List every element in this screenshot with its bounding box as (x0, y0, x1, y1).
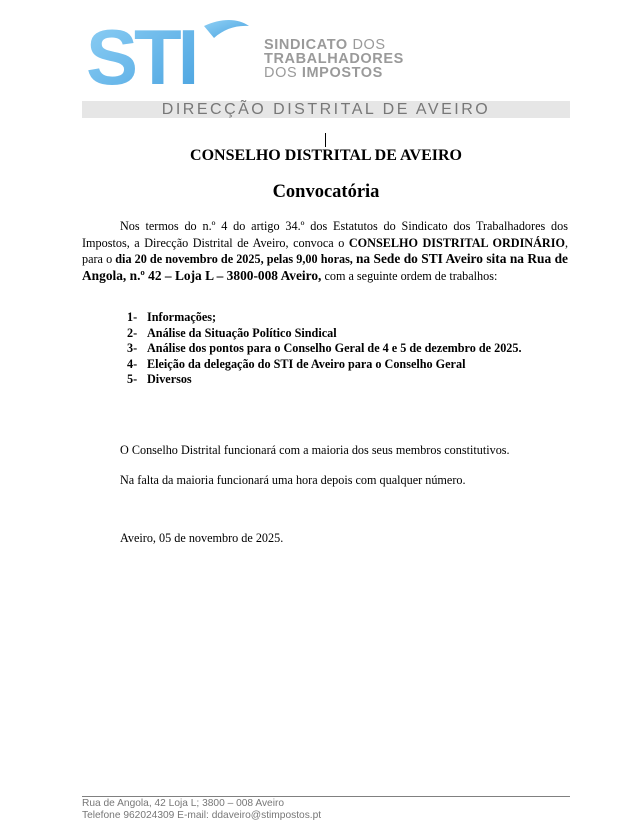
agenda-number: 3- (127, 341, 138, 355)
name-line3-bold: IMPOSTOS (301, 65, 383, 81)
intro-text-3: com a seguinte ordem de trabalhos: (321, 268, 498, 283)
department-banner: DIRECÇÃO DISTRITAL DE AVEIRO (82, 101, 570, 118)
agenda-item (127, 326, 522, 342)
agenda-number: 1- (127, 310, 138, 324)
intro-bold-1: CONSELHO DISTRITAL ORDINÁRIO (348, 235, 565, 250)
document-title: CONSELHO DISTRITAL DE AVEIRO (190, 147, 462, 164)
date-line: Aveiro, 05 de novembro de 2025. (120, 531, 284, 545)
agenda-text: Eleição da delegação do STI de Aveiro para o Conselho Geral (147, 356, 466, 371)
fallback-paragraph: Na falta da maioria funcionará uma hora depois com qualquer número. (120, 473, 466, 487)
footer (82, 798, 321, 822)
sti-letters: STI (86, 16, 196, 92)
footer-contact: Telefone 962024309 E-mail: ddaveiro@stimpostos.pt (82, 810, 322, 821)
swoosh-shape (204, 20, 249, 38)
agenda-number: 5- (127, 372, 138, 386)
document-subtitle: Convocatória (272, 182, 380, 202)
agenda-item (127, 310, 522, 326)
quorum-paragraph: O Conselho Distrital funcionará com a maioria dos seus membros constitutivos. (120, 443, 510, 457)
union-name (264, 38, 404, 80)
intro-paragraph (82, 218, 568, 284)
footer-address: Rua de Angola, 42 Loja L; 3800 – 008 Aveiro (82, 798, 285, 809)
text-cursor (325, 133, 326, 147)
sti-logo-mark (86, 16, 256, 92)
name-line1-bold: SINDICATO (264, 37, 348, 53)
agenda-item (127, 372, 522, 388)
name-line3-pre: DOS (264, 65, 298, 81)
footer-divider (82, 796, 570, 797)
name-line1-rest: DOS (352, 37, 386, 53)
agenda-text: Análise da Situação Político Sindical (147, 325, 337, 340)
agenda-number: 4- (127, 356, 138, 371)
intro-text-2: , para o (82, 235, 568, 266)
name-line2-bold: TRABALHADORES (264, 51, 404, 67)
agenda-number: 2- (127, 325, 138, 340)
agenda-item (127, 357, 522, 373)
agenda-item (127, 341, 522, 357)
agenda-list (127, 310, 522, 388)
agenda-text: Diversos (147, 372, 192, 386)
intro-bold-3: na Sede do STI Aveiro sita na Rua de Angola, n.º 42 – Loja L – 3800-008 Aveiro, (82, 251, 568, 283)
agenda-text: Análise dos pontos para o Conselho Geral de 4 e 5 de dezembro de 2025. (147, 341, 522, 355)
intro-text-1: Nos termos do n.º 4 do artigo 34.º dos Estatutos do Sindicato dos Trabalhadores dos Impostos, a Direcção Distrital de Aveiro, convoca o (82, 219, 568, 250)
letterhead-logo (86, 16, 436, 92)
agenda-text: Informações; (147, 310, 217, 324)
intro-bold-2: dia 20 de novembro de 2025, pelas 9,00 horas, (115, 252, 356, 266)
